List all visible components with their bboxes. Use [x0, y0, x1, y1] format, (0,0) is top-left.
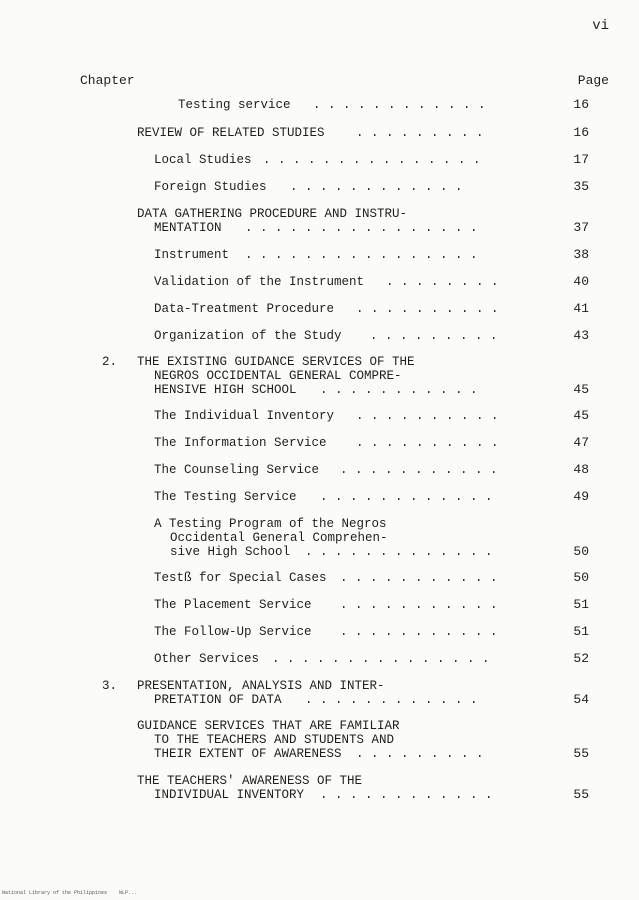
- toc-entry-text: Occidental General Comprehen-: [170, 531, 388, 545]
- toc-entry-text: sive High School: [170, 545, 291, 559]
- toc-leader-dots: . . . . . . . . . . . .: [320, 490, 493, 504]
- toc-leader-dots: . . . . . . . . . .: [356, 436, 499, 450]
- toc-leader-dots: . . . . . . . . . . .: [340, 625, 498, 639]
- toc-leader-dots: . . . . . . . . .: [356, 747, 484, 761]
- toc-leader-dots: . . . . . . . . . . . . . . .: [263, 153, 481, 167]
- page-column-header: Page: [577, 73, 609, 88]
- toc-leader-dots: . . . . . . . . . . .: [340, 598, 498, 612]
- chapter-column-header: Chapter: [80, 73, 135, 88]
- toc-entry-page: 55: [573, 746, 589, 761]
- toc-leader-dots: . . . . . . . . . . . . .: [305, 545, 493, 559]
- toc-entry-text: NEGROS OCCIDENTAL GENERAL COMPRE-: [154, 369, 402, 383]
- toc-leader-dots: . . . . . . . . . . . .: [320, 788, 493, 802]
- toc-entry-page: 45: [573, 382, 589, 397]
- toc-entry-text: HENSIVE HIGH SCHOOL: [154, 383, 297, 397]
- chapter-number: 3.: [102, 679, 118, 693]
- toc-entry-page: 47: [573, 435, 589, 450]
- toc-entry-text: THE TEACHERS' AWARENESS OF THE: [137, 774, 363, 788]
- toc-entry-text: REVIEW OF RELATED STUDIES: [137, 126, 325, 140]
- toc-entry-page: 55: [573, 787, 589, 802]
- toc-entry-page: 16: [573, 125, 589, 140]
- toc-entry-text: Validation of the Instrument: [154, 275, 365, 289]
- toc-entry-text: PRESENTATION, ANALYSIS AND INTER-: [137, 679, 385, 693]
- toc-leader-dots: . . . . . . . . .: [370, 329, 498, 343]
- toc-entry-text: Instrument: [154, 248, 230, 262]
- toc-leader-dots: . . . . . . . . . . . . . . . .: [245, 221, 478, 235]
- toc-entry-text: The Information Service: [154, 436, 327, 450]
- toc-entry-page: 49: [573, 489, 589, 504]
- toc-entry-text: INDIVIDUAL INVENTORY: [154, 788, 305, 802]
- toc-leader-dots: . . . . . . . . . . .: [340, 571, 498, 585]
- toc-entry-page: 52: [573, 651, 589, 666]
- toc-entry-text: Local Studies: [154, 153, 252, 167]
- toc-entry-text: MENTATION: [154, 221, 222, 235]
- toc-entry-page: 48: [573, 462, 589, 477]
- toc-entry-page: 41: [573, 301, 589, 316]
- toc-leader-dots: . . . . . . . . . . . .: [313, 98, 486, 112]
- toc-entry-text: GUIDANCE SERVICES THAT ARE FAMILIAR: [137, 719, 400, 733]
- toc-leader-dots: . . . . . . . . . . . .: [305, 693, 478, 707]
- toc-entry-text: The Placement Service: [154, 598, 312, 612]
- toc-leader-dots: . . . . . . . . .: [356, 126, 484, 140]
- toc-entry-text: Foreign Studies: [154, 180, 267, 194]
- toc-entry-text: The Testing Service: [154, 490, 297, 504]
- toc-entry-page: 17: [573, 152, 589, 167]
- toc-entry-text: Testß for Special Cases: [154, 571, 327, 585]
- toc-entry-text: THEIR EXTENT OF AWARENESS: [154, 747, 342, 761]
- toc-entry-text: PRETATION OF DATA: [154, 693, 282, 707]
- toc-entry-text: The Follow-Up Service: [154, 625, 312, 639]
- toc-entry-page: 35: [573, 179, 589, 194]
- toc-entry-page: 43: [573, 328, 589, 343]
- chapter-number: 2.: [102, 355, 118, 369]
- toc-entry-text: TO THE TEACHERS AND STUDENTS AND: [154, 733, 395, 747]
- toc-leader-dots: . . . . . . . . . . .: [320, 383, 478, 397]
- toc-entry-text: The Individual Inventory: [154, 409, 335, 423]
- toc-leader-dots: . . . . . . . . . . . . . . . .: [245, 248, 478, 262]
- toc-entry-page: 38: [573, 247, 589, 262]
- toc-entry-text: Testing service: [178, 98, 291, 112]
- scan-footer-text: National Library of the Philippines NLP...: [2, 890, 138, 896]
- toc-entry-text: Data-Treatment Procedure: [154, 302, 335, 316]
- toc-entry-text: THE EXISTING GUIDANCE SERVICES OF THE: [137, 355, 415, 369]
- toc-entry-page: 50: [573, 544, 589, 559]
- toc-entry-text: DATA GATHERING PROCEDURE AND INSTRU-: [137, 207, 408, 221]
- toc-leader-dots: . . . . . . . . . .: [356, 302, 499, 316]
- toc-entry-page: 51: [573, 624, 589, 639]
- toc-entry-text: Organization of the Study: [154, 329, 342, 343]
- toc-entry-page: 54: [573, 692, 589, 707]
- toc-leader-dots: . . . . . . . . . .: [356, 409, 499, 423]
- toc-entry-page: 16: [573, 97, 589, 112]
- toc-entry-page: 37: [573, 220, 589, 235]
- toc-entry-text: Other Services: [154, 652, 260, 666]
- toc-entry-page: 51: [573, 597, 589, 612]
- toc-entry-text: A Testing Program of the Negros: [154, 517, 387, 531]
- toc-leader-dots: . . . . . . . .: [386, 275, 499, 289]
- toc-leader-dots: . . . . . . . . . . . .: [290, 180, 463, 194]
- page-number: vi: [592, 18, 609, 34]
- toc-leader-dots: . . . . . . . . . . .: [340, 463, 498, 477]
- toc-leader-dots: . . . . . . . . . . . . . . .: [272, 652, 490, 666]
- toc-entry-text: The Counseling Service: [154, 463, 320, 477]
- toc-entry-page: 40: [573, 274, 589, 289]
- toc-entry-page: 50: [573, 570, 589, 585]
- toc-entry-page: 45: [573, 408, 589, 423]
